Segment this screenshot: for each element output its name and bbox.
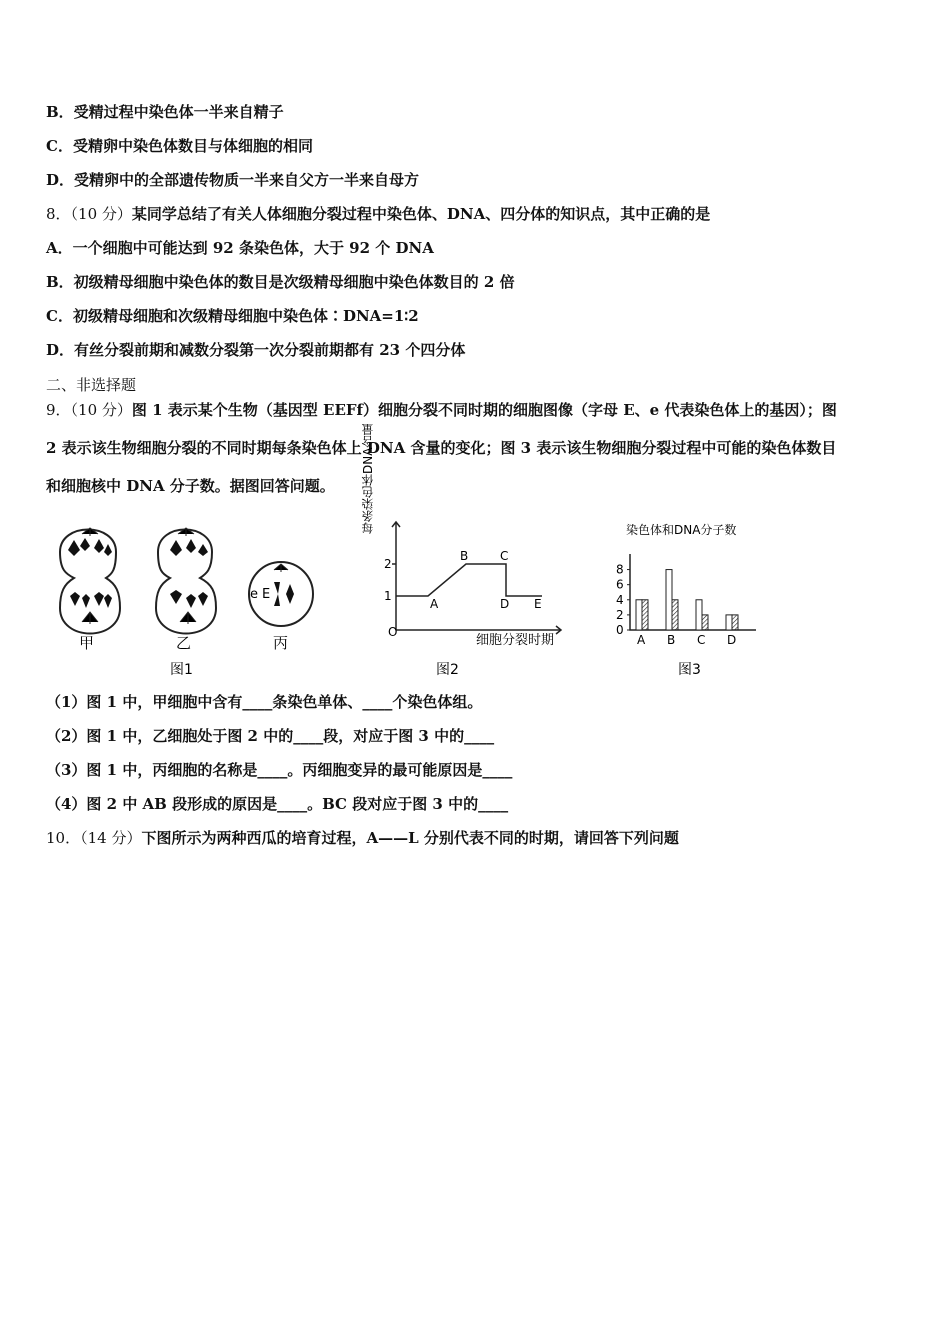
- point-B: B: [460, 549, 469, 563]
- q8-stem: [46, 204, 710, 224]
- bar-C-dna: [702, 615, 708, 630]
- q8-option-a: A．一个细胞中可能达到 92 条染色体，大于 92 个 DNA: [46, 239, 434, 257]
- bar-D-dna: [732, 615, 738, 630]
- category-label: C: [697, 633, 706, 647]
- label-jia: 甲: [79, 634, 95, 652]
- dna-content-line: [396, 564, 542, 596]
- figure-3-title: 染色体和DNA分子数: [626, 523, 737, 537]
- q9-stem-line3: 和细胞核中 DNA 分子数。据图回答问题。: [46, 477, 335, 495]
- figure-2-xlabel: 细胞分裂时期: [476, 633, 555, 648]
- q7-option-d: D．受精卵中的全部遗传物质一半来自父方一半来自母方: [46, 171, 420, 189]
- section-title: 二、非选择题: [46, 376, 137, 394]
- label-bing: 丙: [273, 634, 289, 652]
- ytick-1: 1: [384, 589, 392, 603]
- ytick-label: 8: [616, 562, 624, 577]
- bar-B-chromosome: [666, 570, 672, 630]
- q9-sub-4: （4）图 2 中 AB 段形成的原因是____。BC 段对应于图 3 中的____: [46, 795, 509, 813]
- category-label: A: [637, 633, 646, 647]
- figure-2-ylabel: 每条染色体DNA含量: [361, 423, 375, 534]
- ytick-2: 2: [384, 557, 392, 571]
- q10-stem: [46, 828, 679, 848]
- figure-3-caption: 图3: [678, 662, 701, 678]
- q7-option-b: B．受精过程中染色体一半来自精子: [46, 103, 284, 121]
- bar-B-dna: [672, 600, 678, 630]
- bar-D-chromosome: [726, 615, 732, 630]
- figure-1-caption: 图1: [170, 662, 193, 678]
- point-A: A: [430, 597, 439, 611]
- point-D: D: [500, 597, 510, 611]
- origin-label: O: [388, 625, 398, 639]
- gene-label-e: e: [250, 587, 258, 602]
- q8-option-c: C．初级精母细胞和次级精母细胞中染色体∶DNA=1∶2: [46, 307, 419, 325]
- ytick-label: 0: [616, 623, 624, 637]
- label-yi: 乙: [176, 634, 192, 652]
- figure-2-caption: 图2: [436, 662, 459, 678]
- ytick-label: 4: [616, 592, 624, 607]
- bar-A-chromosome: [636, 600, 642, 630]
- q9-stem-line1: [46, 400, 837, 420]
- q10-number: 10．（14 分）: [46, 829, 142, 847]
- ytick-label: 2: [616, 607, 624, 622]
- ytick-label: 6: [616, 577, 624, 592]
- point-E: E: [534, 597, 542, 611]
- q9-number: 9．（10 分）: [46, 401, 132, 419]
- q8-option-b: B．初级精母细胞中染色体的数目是次级精母细胞中染色体数目的 2 倍: [46, 273, 515, 291]
- figure-1: [46, 512, 336, 684]
- q9-sub-3: （3）图 1 中，丙细胞的名称是____。丙细胞变异的最可能原因是____: [46, 761, 513, 779]
- bar-C-chromosome: [696, 600, 702, 630]
- gene-label-E: E: [262, 587, 271, 602]
- q8-number: 8．（10 分）: [46, 205, 132, 223]
- q9-stem-line2: 2 表示该生物细胞分裂的不同时期每条染色体上 DNA 含量的变化；图 3 表示该生物细胞分裂过程中可能的染色体数目: [46, 439, 837, 457]
- q9-sub-1: （1）图 1 中，甲细胞中含有____条染色单体、____个染色体组。: [46, 693, 483, 711]
- figure-2: [356, 423, 576, 684]
- category-label: B: [667, 633, 676, 647]
- q8-option-d: D．有丝分裂前期和减数分裂第一次分裂前期都有 23 个四分体: [46, 341, 466, 359]
- q7-option-c: C．受精卵中染色体数目与体细胞的相同: [46, 137, 313, 155]
- q8-text: 某同学总结了有关人体细胞分裂过程中染色体、DNA、四分体的知识点，其中正确的是: [131, 205, 711, 223]
- q9-sub-2: （2）图 1 中，乙细胞处于图 2 中的____段，对应于图 3 中的____: [46, 727, 495, 745]
- q10-text: 下图所示为两种西瓜的培育过程，A——L 分别代表不同的时期，请回答下列问题: [141, 829, 679, 847]
- bar-A-dna: [642, 600, 648, 630]
- category-label: D: [727, 633, 737, 647]
- point-C: C: [500, 549, 509, 563]
- figure-3: [606, 512, 766, 684]
- q9-text-1: 图 1 表示某个生物（基因型 EEFf）细胞分裂不同时期的细胞图像（字母 E、e 代表染色体上的基因）；图: [131, 401, 837, 419]
